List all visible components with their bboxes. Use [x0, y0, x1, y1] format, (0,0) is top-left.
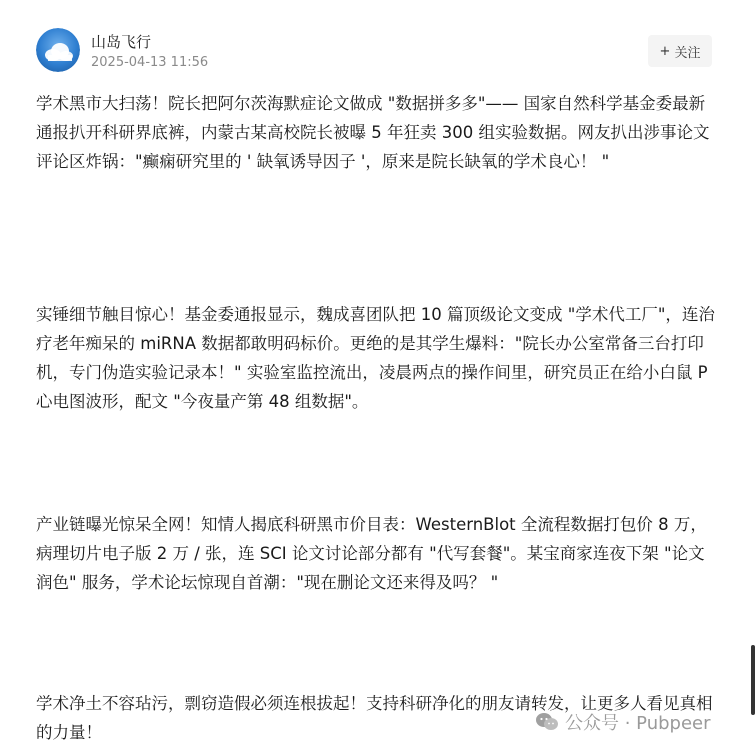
cloud-avatar-icon[interactable]: [36, 28, 80, 72]
follow-button[interactable]: [648, 35, 712, 67]
article-paragraph-1: 学术黑市大扫荡！院长把阿尔茨海默症论文做成 "数据拼多多"—— 国家自然科学基金委最新通报扒开科研界底裤，内蒙古某高校院长被曝 5 年狂卖 300 组实验数据。网友扒出涉事论文评论区炸锅："癫痫研究里的 ' 缺氧诱导因子 '，原来是院长缺氧的学术良心！ ": [36, 94, 710, 171]
author-header: [36, 28, 716, 74]
article-paragraph-2: 实锤细节触目惊心！基金委通报显示，魏成喜团队把 10 篇顶级论文变成 "学术代工厂"，连治疗老年痴呆的 miRNA 数据都敢明码标价。更绝的是其学生爆料："院长办公室常备三台打印机，专门伪造实验记录本！" 实验室监控流出，凌晨两点的操作间里，研究员正在给小白鼠 P 心电图波形，配文 "今夜量产第 48 组数据"。: [36, 305, 715, 411]
plus-icon: +: [659, 43, 671, 59]
post-timestamp: 2025-04-13 11:56: [91, 55, 209, 70]
wechat-icon: [535, 711, 559, 733]
author-name[interactable]: 山岛飞行: [91, 33, 152, 51]
article-paragraph-3: 产业链曝光惊呆全网！知情人揭底科研黑市价目表：WesternBlot 全流程数据打包价 8 万，病理切片电子版 2 万 / 张，连 SCI 论文讨论部分都有 "代写套餐"。某宝商家连夜下架 "论文润色" 服务，学术论坛惊现自首潮："现在删论文还来得及吗？ ": [36, 515, 707, 592]
article-paragraph-4: 学术净土不容玷污，剽窃造假必须连根拔起！支持科研净化的朋友请转发，让更多人看见真相的力量！: [36, 694, 713, 742]
watermark-text: 公众号 · Pubpeer: [565, 713, 711, 734]
account-watermark: [535, 708, 711, 736]
follow-button-label: 关注: [674, 45, 701, 61]
scrollbar-thumb[interactable]: [751, 645, 755, 715]
